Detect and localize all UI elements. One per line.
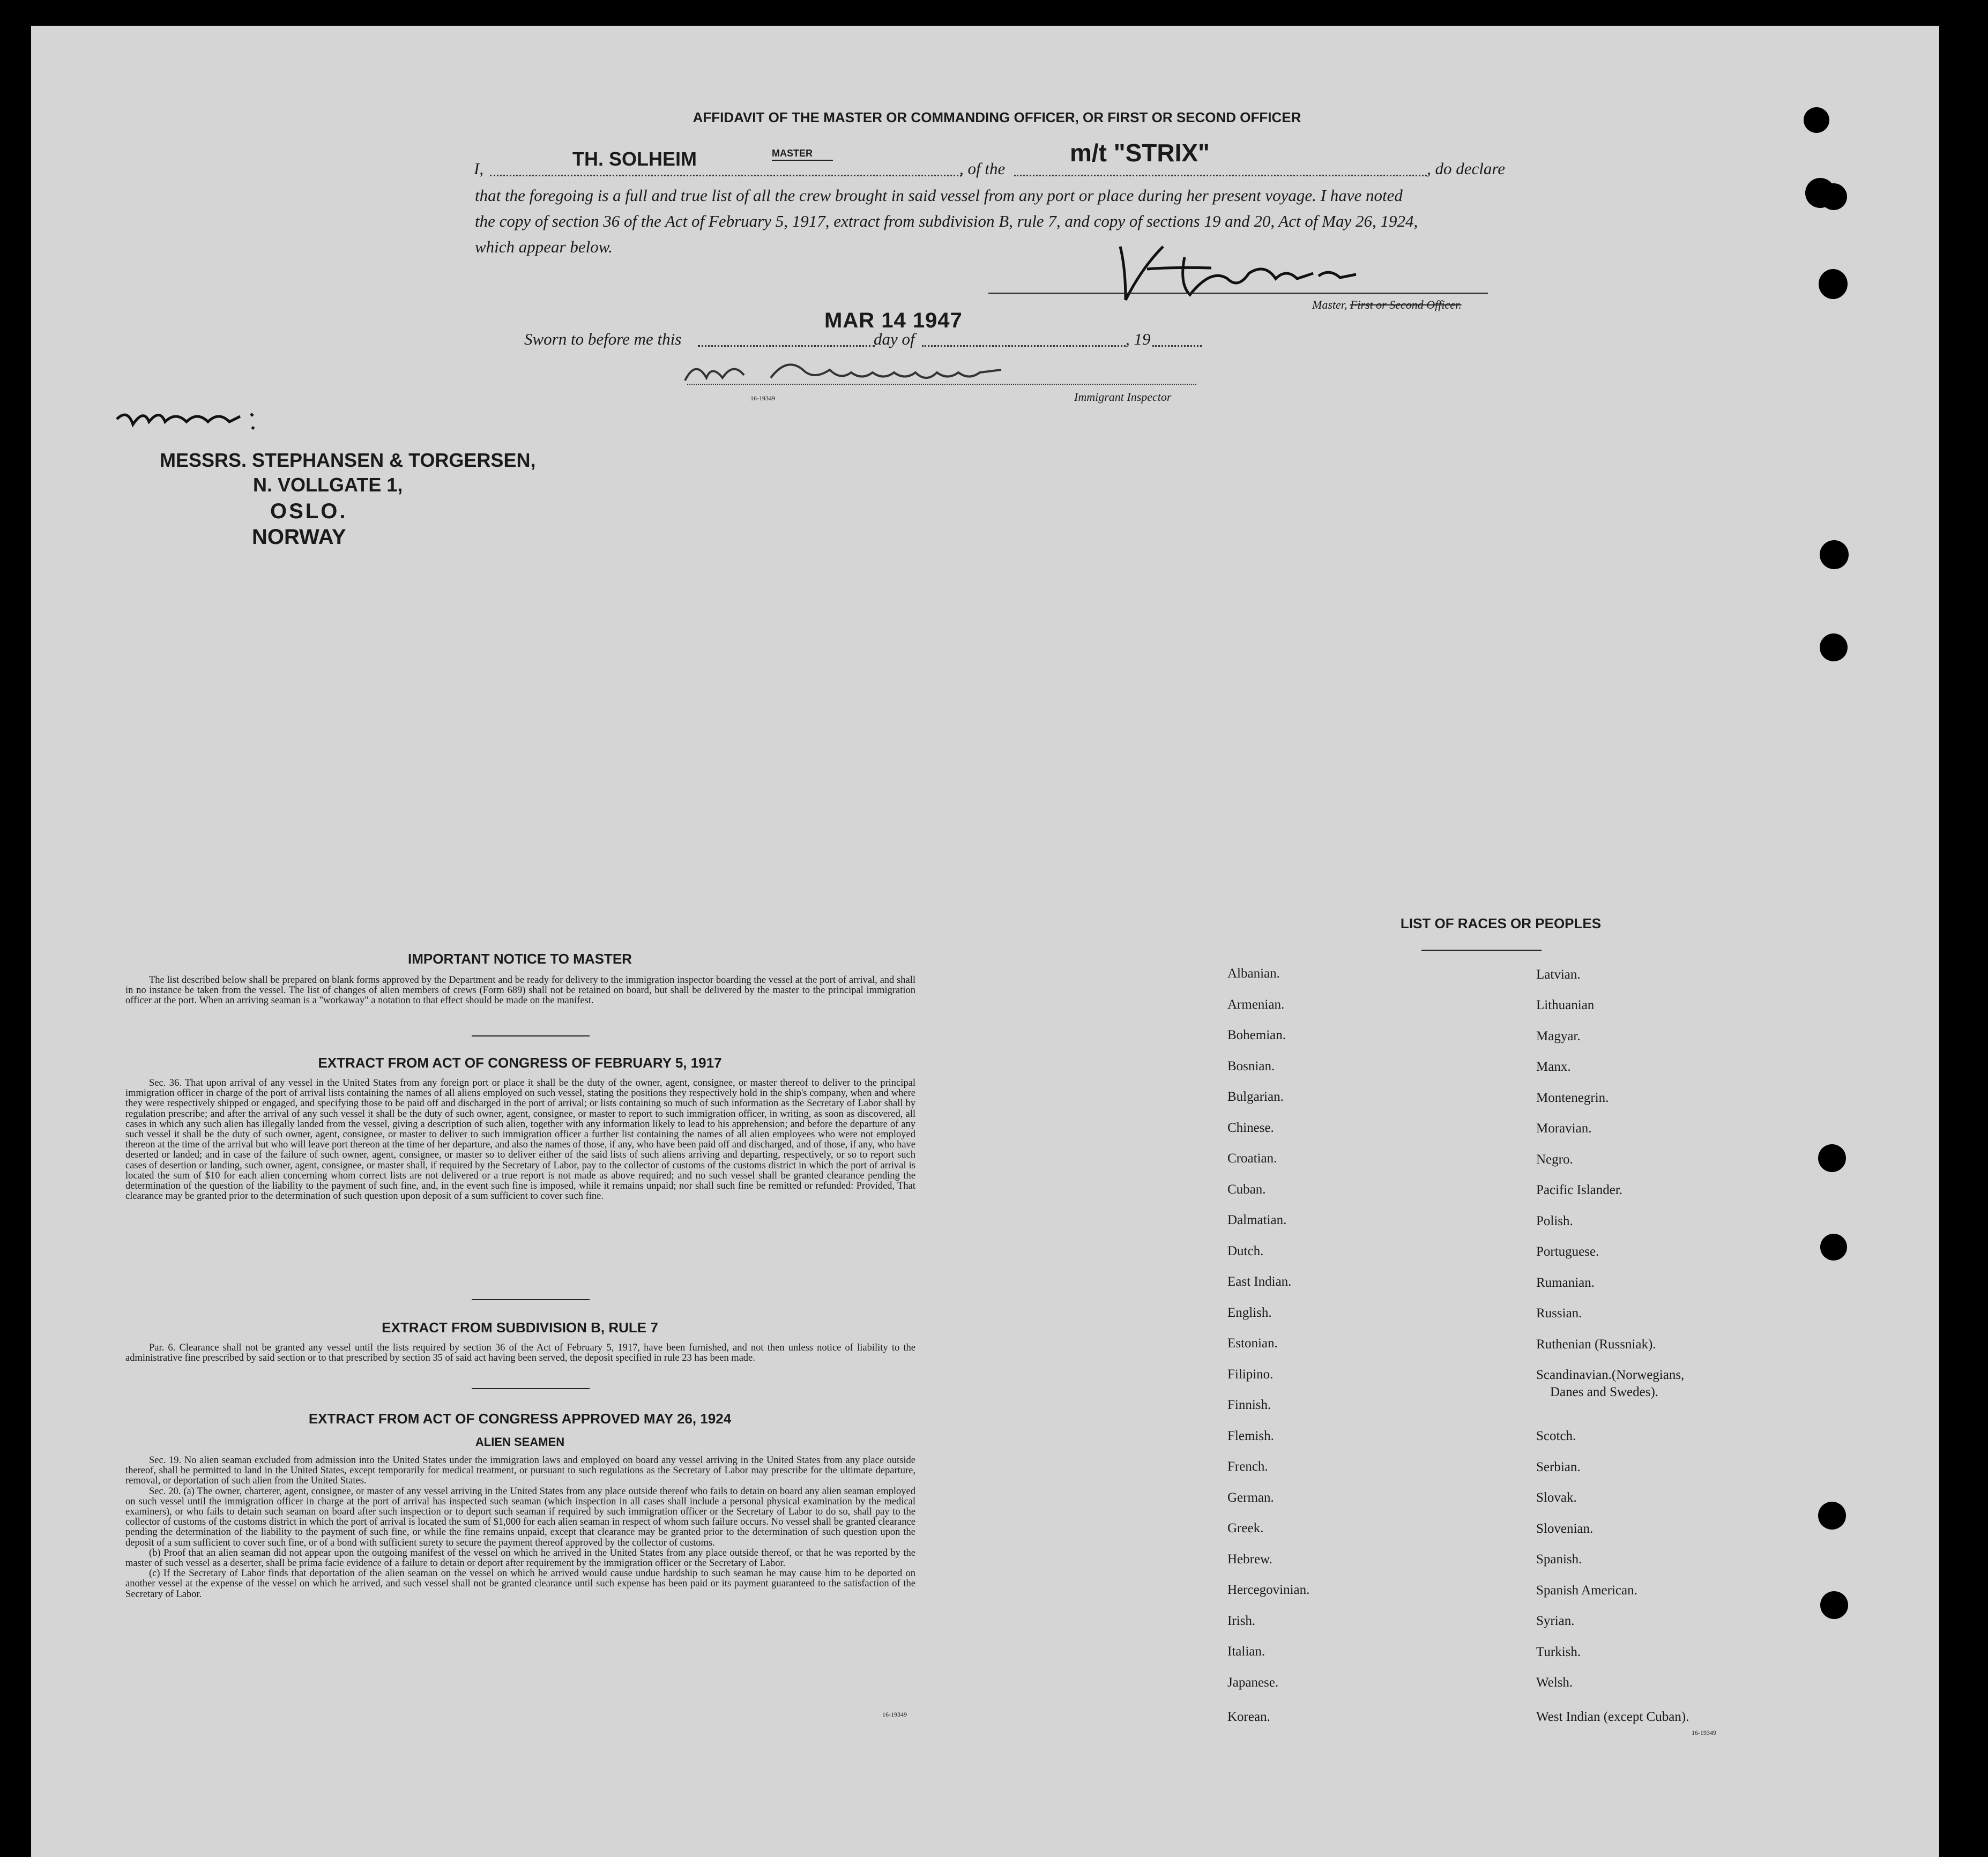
- punch-hole: [1818, 1144, 1846, 1172]
- affidavit-line-2: that the foregoing is a full and true list of all the crew brought in said vessel from any port or place during her present voyage. I have noted: [475, 186, 1403, 205]
- act1924-title: EXTRACT FROM ACT OF CONGRESS APPROVED MAY 26, 1924: [308, 1411, 732, 1427]
- sworn-date-line: [698, 345, 875, 347]
- race-left-22: Irish.: [1227, 1614, 1256, 1628]
- race-left-17: French.: [1227, 1459, 1268, 1474]
- i-label: I,: [474, 159, 484, 178]
- race-right-7: Negro.: [1536, 1152, 1573, 1167]
- race-right-14: Scandinavian.(Norwegians,: [1536, 1368, 1685, 1382]
- vessel-name-line: [1014, 175, 1427, 176]
- race-right-8: Pacific Islander.: [1536, 1183, 1623, 1197]
- rank-underline: [772, 160, 833, 161]
- sworn-date-stamp: MAR 14 1947: [824, 309, 963, 332]
- sworn-label: Sworn to before me this: [524, 330, 682, 348]
- race-right-12: Russian.: [1536, 1306, 1582, 1321]
- race-left-2: Armenian.: [1227, 997, 1285, 1012]
- punch-hole: [1818, 1502, 1846, 1530]
- act1917-rule: [472, 1299, 590, 1300]
- inspector-signature-line: [687, 384, 1196, 385]
- races-title: LIST OF RACES OR PEOPLES: [1400, 915, 1602, 931]
- race-right-9: Polish.: [1536, 1214, 1573, 1228]
- rank-stamp: MASTER: [772, 148, 813, 159]
- race-left-7: Croatian.: [1227, 1151, 1277, 1166]
- notice-title: IMPORTANT NOTICE TO MASTER: [408, 951, 632, 967]
- subdivision-rule: [472, 1388, 590, 1389]
- race-left-12: English.: [1227, 1306, 1272, 1320]
- race-right-24: West Indian (except Cuban).: [1536, 1710, 1689, 1724]
- punch-hole: [1820, 183, 1847, 210]
- race-right-21: Syrian.: [1536, 1614, 1575, 1628]
- notice-rule: [472, 1035, 590, 1036]
- races-form-code: 16-19349: [1692, 1729, 1716, 1736]
- year-prefix: , 19: [1126, 330, 1151, 348]
- race-right-2: Lithuanian: [1536, 998, 1595, 1012]
- inspector-label: Immigrant Inspector: [1074, 390, 1172, 404]
- master-title: Master,: [1312, 298, 1347, 311]
- race-right-6: Moravian.: [1536, 1121, 1592, 1136]
- race-left-25: Korean.: [1227, 1710, 1270, 1724]
- act1924-form-code: 16-19349: [882, 1711, 907, 1718]
- subdivision-title: EXTRACT FROM SUBDIVISION B, RULE 7: [382, 1319, 658, 1336]
- race-left-16: Flemish.: [1227, 1429, 1274, 1443]
- master-signature-line: [988, 293, 1488, 294]
- year-line: [1152, 345, 1202, 347]
- race-right-22: Turkish.: [1536, 1645, 1581, 1659]
- race-right-3: Magyar.: [1536, 1029, 1581, 1043]
- race-left-5: Bulgarian.: [1227, 1090, 1284, 1104]
- affidavit-line-3: the copy of section 36 of the Act of February 5, 1917, extract from subdivision B, rule 7, and copy of sections 19 and 20, Act of May 26, 1924,: [475, 212, 1418, 230]
- subdivision-body: [125, 1343, 915, 1363]
- subdivision-text: Par. 6. Clearance shall not be granted any vessel until the lists required by section 36 of the Act of February 5, 1917, have been furnished, and not then unless notice of liability to the administrative fine prescribed by said section or to that prescribed by section 35 of said act having been served, the deposit specified in rule 23 has been made.: [125, 1343, 915, 1364]
- punch-hole: [1820, 633, 1848, 661]
- act1924-sec20a: Sec. 20. (a) The owner, charterer, agent, consignee, or master of any vessel arriving in the United States from any place outside thereof who fails to detain on board any alien seaman employed on such vessel until the immigration officer in charge at the port of arrival has inspected such seaman (which inspection in all cases shall include a personal physical examination by the medical examiners), or who fails to detain such seaman on board after such inspection or to deport such seaman if required by such immigration officer or the Secretary of Labor to do so, shall pay to the collector of customs of the customs district in which the port of arrival is located the sum of $1,000 for each alien seaman in respect of whom such failure occurs. No vessel shall be granted clearance pending the determination of the liability to the payment of such fine, or while the fine remains unpaid, except that clearance may be granted prior to the determination of such question upon the deposit of a sum sufficient to cover such fine, or of a bond with sufficient surety to secure the payment thereof approved by the collector of customs.: [125, 1486, 915, 1548]
- race-right-19: Spanish.: [1536, 1552, 1582, 1567]
- race-left-3: Bohemian.: [1227, 1028, 1286, 1042]
- punch-hole: [1804, 107, 1829, 133]
- race-right-1: Latvian.: [1536, 967, 1581, 982]
- race-left-13: Estonian.: [1227, 1336, 1278, 1351]
- of-the-label: , of the: [959, 159, 1006, 178]
- race-left-15: Finnish.: [1227, 1398, 1271, 1412]
- owners-line-2: N. VOLLGATE 1,: [253, 474, 403, 496]
- do-declare-label: , do declare: [1427, 159, 1506, 178]
- owners-line-4: NORWAY: [252, 525, 346, 549]
- act1917-text: Sec. 36. That upon arrival of any vessel in the United States from any foreign port or place it shall be the duty of the owner, agent, consignee, or master thereof to deliver to the principal immigration officer in charge of the port of arrival lists containing the names of all aliens employed on such vessel, stating the positions they respectively hold in the ship's company, when and where they were respectively shipped or engaged, and specifying those to be paid off and discharged in the port of arrival; or lists containing so much of such information as the Secretary of Labor shall by regulation prescribe; and after the arrival of any such vessel it shall be the duty of such owner, agent, consignee, or master to report to such immigration officer, in writing, as soon as discovered, all cases in which any such alien has illegally landed from the vessel, giving a description of such alien, together with any information likely to lead to his apprehension; and before the departure of any such vessel it shall be the duty of such owner, agent, consignee, or master to deliver to such immigration officer a further list containing the names of all alien employees who were not employed thereon at the time of the arrival but who will leave port thereon at the time of her departure, and also the names of those, if any, who have been paid off and discharged, and of those, if any, who have deserted or landed; and in case of the failure of such owner, agent, consignee, or master so to deliver either of the said lists of such aliens arriving and departing, respectively, or so to report such cases of desertion or landing, such owner, agent, consignee, or master shall, if required by the Secretary of Labor, pay to the collector of customs of the customs district in which the port of arrival is located the sum of $10 for each alien concerning whom correct lists are not delivered or a true report is not made as above required; and no such vessel shall be granted clearance pending the determination of the question of the liability to the payment of such fine, and, in the event such fine is imposed, while it remains unpaid; nor shall such fine be remitted or refunded: Provided, That clearance may be granted prior to the determination of such question upon deposit of a sum sufficient to cover such fine.: [125, 1078, 915, 1202]
- affidavit-line-4: which appear below.: [475, 237, 613, 256]
- race-right-20: Spanish American.: [1536, 1583, 1637, 1598]
- vessel-name: m/t "STRIX": [1070, 139, 1210, 167]
- inspector-signature: [680, 354, 1066, 391]
- officer-name-line: [490, 175, 962, 176]
- affidavit-title: AFFIDAVIT OF THE MASTER OR COMMANDING OFFICER, OR FIRST OR SECOND OFFICER: [693, 109, 1301, 125]
- affidavit-form-code: 16-19349: [750, 394, 775, 402]
- race-right-15: Scotch.: [1536, 1429, 1576, 1443]
- race-left-10: Dutch.: [1227, 1244, 1264, 1258]
- struck-officer-title: First or Second Officer.: [1350, 298, 1462, 311]
- race-left-9: Dalmatian.: [1227, 1213, 1287, 1227]
- race-right-4: Manx.: [1536, 1060, 1571, 1074]
- act1924-sec19: Sec. 19. No alien seaman excluded from admission into the United States under the immigration laws and employed on board any vessel arriving in the United States from any place outside thereof, shall be permitted to land in the United States, except temporarily for medical treatment, or pursuant to such regulations as the Secretary of Labor may prescribe for the ultimate departure, removal, or deportation of such alien from the United States.: [125, 1455, 915, 1487]
- punch-hole: [1819, 269, 1848, 299]
- notice-text: The list described below shall be prepared on blank forms approved by the Department and be ready for delivery to the immigration inspector boarding the vessel at the port of arrival, and shall in no instance be taken from the vessel. The list of changes of alien members of crews (Form 689) shall not be retained on board, but shall be delivered by the master to the principal immigration officer at the port. When an arriving seaman is a "workaway" a notation to that effect should be made on the manifest.: [125, 975, 915, 1006]
- race-left-24: Japanese.: [1227, 1675, 1279, 1690]
- race-left-21: Hercegovinian.: [1227, 1583, 1310, 1597]
- act1917-title: EXTRACT FROM ACT OF CONGRESS OF FEBRUARY 5, 1917: [318, 1055, 722, 1071]
- race-right-23: Welsh.: [1536, 1675, 1573, 1690]
- race-left-19: Greek.: [1227, 1521, 1264, 1535]
- race-left-4: Bosnian.: [1227, 1059, 1275, 1073]
- punch-hole: [1820, 540, 1849, 569]
- act1924-subtitle: ALIEN SEAMEN: [475, 1435, 565, 1449]
- officer-name: TH. SOLHEIM: [572, 148, 697, 170]
- races-rule: [1421, 950, 1542, 951]
- race-right-13: Ruthenian (Russniak).: [1536, 1337, 1656, 1352]
- month-line: [922, 345, 1126, 347]
- race-left-8: Cuban.: [1227, 1182, 1266, 1197]
- race-right-5: Montenegrin.: [1536, 1091, 1609, 1105]
- race-left-18: German.: [1227, 1490, 1274, 1505]
- race-left-14: Filipino.: [1227, 1367, 1274, 1382]
- race-left-6: Chinese.: [1227, 1121, 1274, 1135]
- owners-line-1: MESSRS. STEPHANSEN & TORGERSEN,: [160, 449, 536, 471]
- act1924-sec20c: (c) If the Secretary of Labor finds that deportation of the alien seaman on the vessel on which he arrived would cause undue hardship to such seaman he may cause him to be deported on another vessel at the expense of the vessel on which he arrived, and such vessel shall not be granted clearance until such expense has been paid or its payment guaranteed to the satisfaction of the Secretary of Labor.: [125, 1568, 915, 1600]
- race-left-20: Hebrew.: [1227, 1552, 1272, 1567]
- race-right-10: Portuguese.: [1536, 1244, 1599, 1259]
- day-of-label: day of: [874, 330, 915, 348]
- punch-hole: [1820, 1234, 1847, 1261]
- owners-handwriting: [111, 398, 283, 441]
- race-right-14-cont: Danes and Swedes).: [1550, 1385, 1659, 1399]
- race-left-1: Albanian.: [1227, 966, 1280, 981]
- race-right-16: Serbian.: [1536, 1460, 1581, 1474]
- race-left-23: Italian.: [1227, 1644, 1265, 1659]
- punch-hole: [1820, 1591, 1848, 1619]
- owners-line-3: OSLO.: [270, 499, 348, 523]
- race-left-11: East Indian.: [1227, 1274, 1292, 1289]
- race-right-11: Rumanian.: [1536, 1276, 1595, 1290]
- master-label: [1312, 298, 1462, 312]
- notice-body: [125, 975, 915, 1006]
- act1917-body: [125, 1078, 915, 1202]
- race-right-17: Slovak.: [1536, 1490, 1577, 1505]
- act1924-body: [125, 1456, 915, 1600]
- act1924-sec20b: (b) Proof that an alien seaman did not appear upon the outgoing manifest of the vessel on which he arrived in the United States from any place outside thereof, or that he was reported by the master of such vessel as a deserter, shall be prima facie evidence of a failure to detain or deport after requirement by the immigration officer or the Secretary of Labor.: [125, 1547, 915, 1569]
- race-right-18: Slovenian.: [1536, 1522, 1594, 1536]
